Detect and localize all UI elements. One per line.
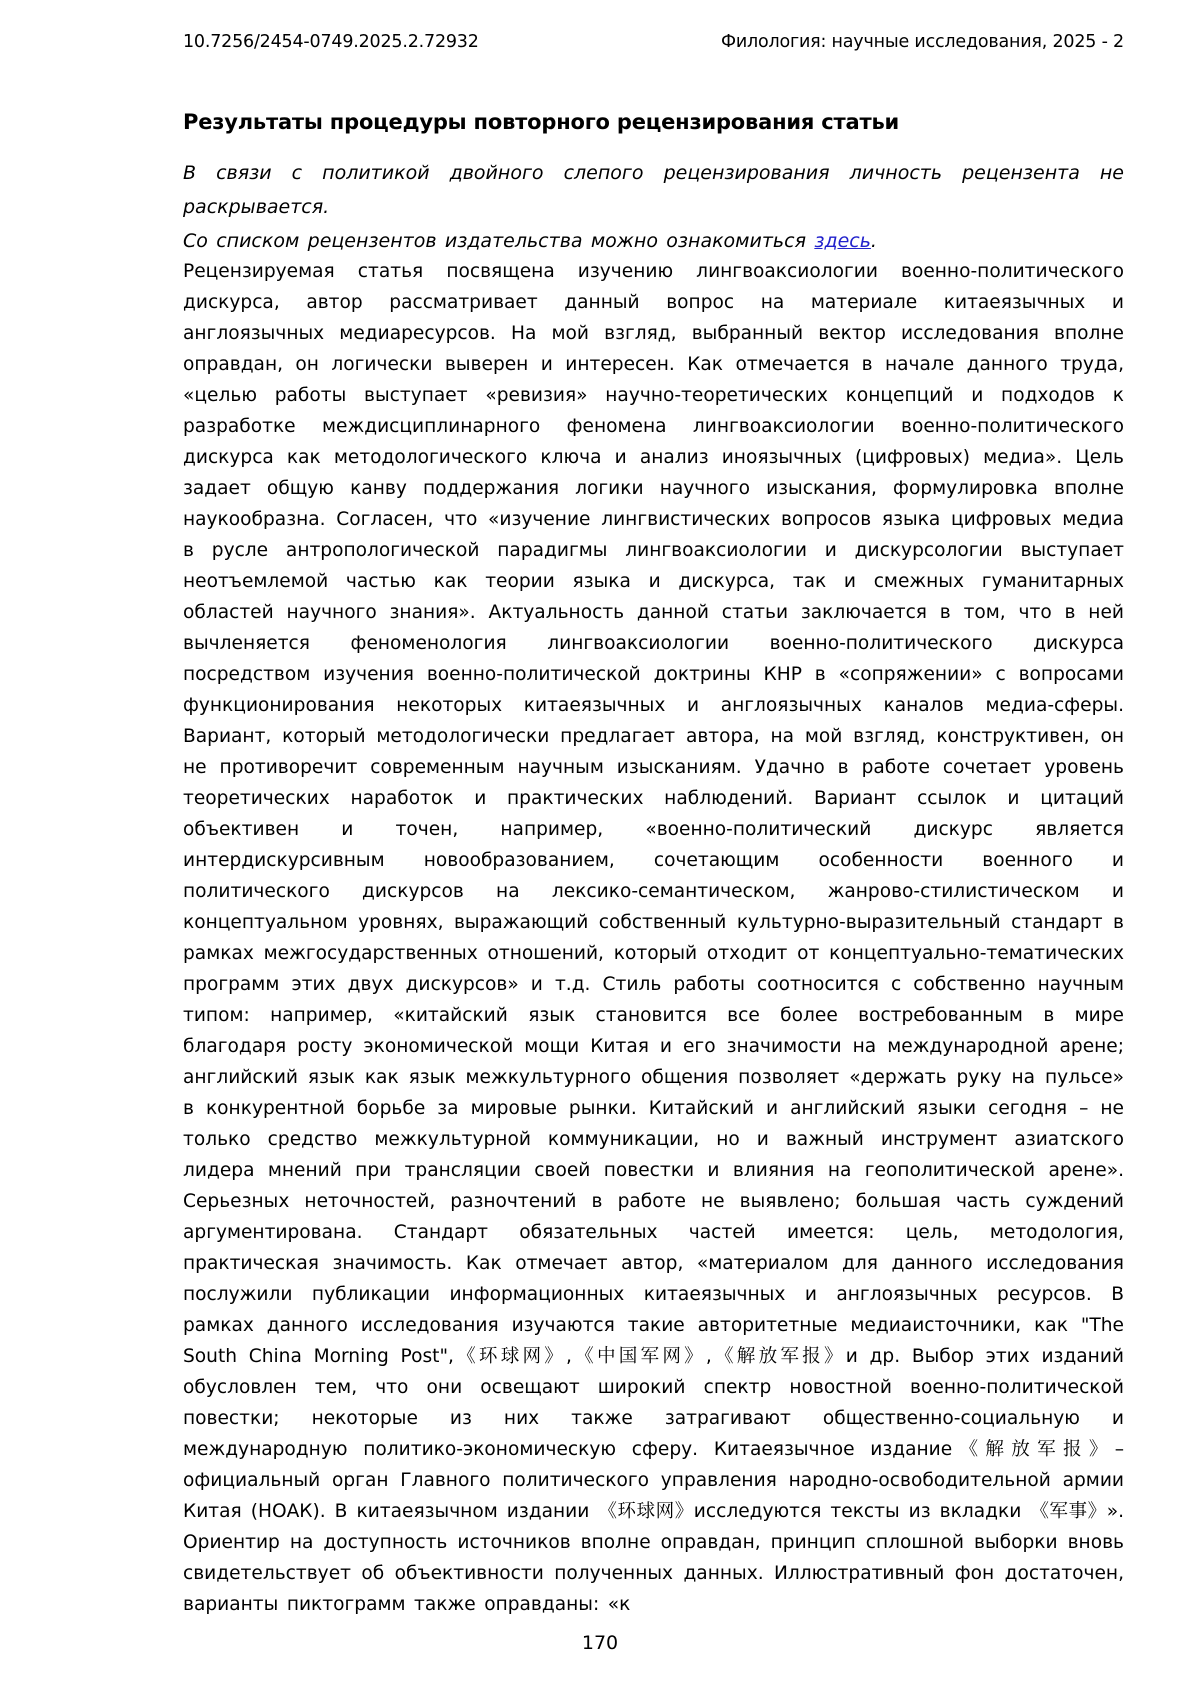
reviewer-list-period: . — [870, 230, 877, 252]
double-blind-policy-text: В связи с политикой двойного слепого рецензирования личность рецензента не раскрывается. — [183, 162, 1124, 218]
reviewer-list-link[interactable]: здесь — [814, 230, 871, 252]
journal-issue-text: Филология: научные исследования, 2025 - 2 — [720, 32, 1124, 52]
page-title: Результаты процедуры повторного рецензирования статьи — [183, 110, 900, 134]
review-policy-notice — [183, 156, 1124, 258]
page-footer — [0, 1632, 1200, 1654]
running-head — [183, 32, 1124, 52]
reviewer-list-line — [183, 224, 1124, 258]
review-body-text: Рецензируемая статья посвящена изучению лингвоаксиологии военно-политического дискурса, автор рассматривает данный вопрос на материале китаеязычных и англоязычных медиаресурсов. На мой взгляд, выбранный вектор исследования вполне оправдан, он логически выверен и интересен. Как отмечается в начале данного труда, «целью работы выступает «ревизия» научно-теоретических концепций и подходов к разработке междисциплинарного феномена лингвоаксиологии военно-политического дискурса как методологического ключа и анализ иноязычных (цифровых) медиа». Цель задает общую канву поддержания логики научного изыскания, формулировка вполне наукообразна. Согласен, что «изучение лингвистических вопросов языка цифровых медиа в русле антропологической парадигмы лингвоаксиологии и дискурсологии выступает неотъемлемой частью как теории языка и дискурса, так и смежных гуманитарных областей научного знания». Актуальность данной статьи заключается в том, что в ней вычленяется феноменология лингвоаксиологии военно-политического дискурса посредством изучения военно-политической доктрины КНР в «сопряжении» с вопросами функционирования некоторых китаеязычных и англоязычных каналов медиа-сферы. Вариант, который методологически предлагает автора, на мой взгляд, конструктивен, он не противоречит современным научным изысканиям. Удачно в работе сочетает уровень теоретических наработок и практических наблюдений. Вариант ссылок и цитаций объективен и точен, например, «военно-политический дискурс является интердискурсивным новообразованием, сочетающим особенности военного и политического дискурсов на лексико-семантическом, жанрово-стилистическом и концептуальном уровнях, выражающий собственный культурно-выразительный стандарт в рамках межгосударственных отношений, который отходит от концептуально-тематических программ этих двух дискурсов» и т.д. Стиль работы соотносится с собственно научным типом: например, «китайский язык становится все более востребованным в мире благодаря росту экономической мощи Китая и его значимости на международной арене; английский язык как язык межкультурного общения позволяет «держать руку на пульсе» в конкурентной борьбе за мировые рынки. Китайский и английский языки сегодня – не только средство межкультурной коммуникации, но и важный инструмент азиатского лидера мнений при трансляции своей повестки и влияния на геополитической арене». Серьезных неточностей, разночтений в работе не выявлено; большая часть суждений аргументирована. Стандарт обязательных частей имеется: цель, методология, практическая значимость. Как отмечает автор, «материалом для данного исследования послужили публикации информационных китаеязычных и англоязычных ресурсов. В рамках данного исследования изучаются такие авторитетные медиаисточники, как "The South China Morning Post",《环球网》,《中国军网》,《解放军报》и др. Выбор этих изданий обусловлен тем, что они освещают широкий спектр новостной военно-политической повестки; некоторые из них также затрагивают общественно-социальную и международную политико-экономическую сферу. Китаеязычное издание《解放军报》– официальный орган Главного политического управления народно-освободительной армии Китая (НОАК). В китаеязычном издании 《环球网》исследуются тексты из вкладки 《军事》». Ориентир на доступность источников вполне оправдан, принцип сплошной выборки вновь свидетельствует об объективности полученных данных. Иллюстративный фон достаточен, варианты пиктограмм также оправданы: «к — [183, 261, 1124, 1615]
doi-text: 10.7256/2454-0749.2025.2.72932 — [183, 32, 479, 52]
page-number: 170 — [581, 1632, 619, 1654]
reviewer-list-text: Со списком рецензентов издательства можно ознакомиться — [183, 230, 815, 252]
